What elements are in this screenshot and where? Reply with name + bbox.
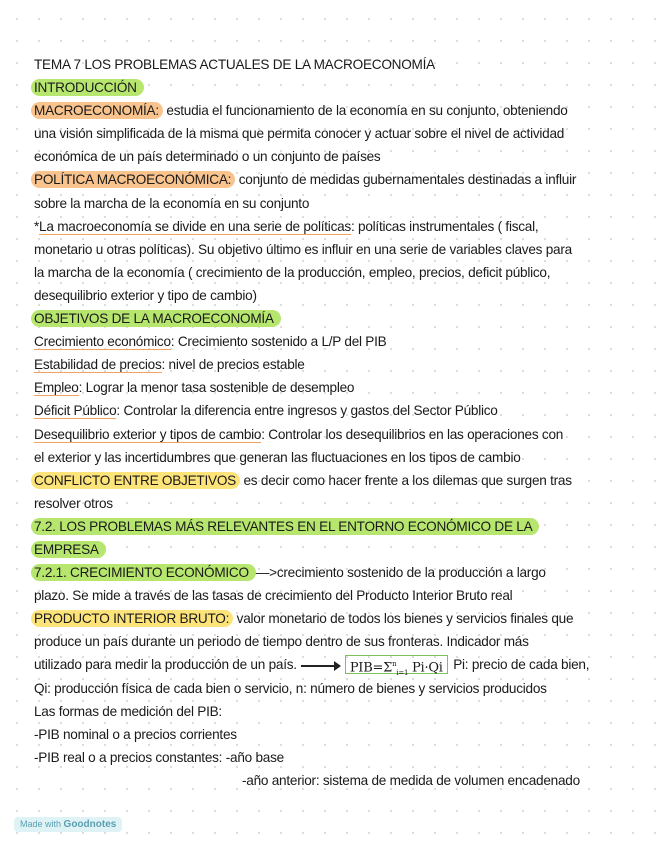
formas-real: -PIB real o a precios constantes: -año base <box>34 749 284 765</box>
objetivo-continuation: el exterior y las incertidumbres que generan las fluctuaciones en los tipos de cambio <box>34 449 521 465</box>
section-72-heading-cont: EMPRESA <box>31 541 106 558</box>
formula-lhs: PIB= <box>349 660 384 676</box>
politica-line-1 <box>34 168 634 191</box>
macro-line-2: una visión simplificada de la misma que permita conocer y actuar sobre el nivel de actividad <box>34 126 565 142</box>
objetivo-term: Desequilibrio exterior y tipos de cambio <box>34 426 262 442</box>
section-721-line-1 <box>34 561 634 584</box>
objetivo-text: : Crecimiento sostenido a L/P del PIB <box>170 334 387 350</box>
conflicto-line-1 <box>34 469 634 492</box>
macro-text-1: estudia el funcionamiento de la economía en su conjunto, obteniendo <box>162 103 568 119</box>
section-72-line-2 <box>34 538 634 561</box>
goodnotes-watermark <box>14 817 122 832</box>
politica-line-2: sobre la marcha de la economía en su conjunto <box>34 195 310 211</box>
politica-term: POLÍTICA MACROECONÓMICA: <box>31 171 235 188</box>
note-line-4: desequilibrio exterior y tipo de cambio) <box>34 287 257 303</box>
objetivo-item <box>34 330 634 353</box>
formas-heading: Las formas de medición del PIB: <box>34 703 222 719</box>
watermark-made-with: Made with <box>20 819 62 829</box>
objetivo-item <box>34 353 634 376</box>
objetivo-item <box>34 399 634 422</box>
pib-line-1 <box>34 607 634 630</box>
objetivos-heading: OBJETIVOS DE LA MACROECONOMÍA <box>31 310 281 327</box>
pib-formula <box>345 655 448 678</box>
pib-text-3-after: Pi: precio de cada bien, <box>449 657 590 673</box>
intro-heading: INTRODUCCIÓN <box>31 79 144 96</box>
objetivo-item <box>34 376 634 399</box>
pib-term: PRODUCTO INTERIOR BRUTO: <box>31 610 233 627</box>
pib-line-2: produce un país durante un periodo de tiempo dentro de sus fronteras. Indicador más <box>34 634 529 650</box>
section-721-text-1: —>crecimiento sostenido de la producción a largo <box>255 565 546 581</box>
note-rest: : políticas instrumentales ( fiscal, <box>350 218 539 234</box>
objetivo-item <box>34 423 634 446</box>
conflicto-term: CONFLICTO ENTRE OBJETIVOS <box>31 472 240 489</box>
macro-line-1 <box>34 99 634 122</box>
objetivo-text: : Lograr la menor tasa sostenible de desempleo <box>78 380 355 396</box>
watermark-brand: Goodnotes <box>63 819 117 830</box>
objetivo-term: Déficit Público <box>34 403 117 419</box>
formas-anterior: -año anterior: sistema de medida de volumen encadenado <box>242 772 580 788</box>
note-star: * <box>34 218 40 234</box>
note-line-1 <box>34 215 634 238</box>
politica-text-1: conjunto de medidas gubernamentales destinadas a influir <box>235 172 577 188</box>
objetivo-text: : Controlar la diferencia entre ingresos y gastos del Sector Público <box>116 403 498 419</box>
formula-term: Pi·Qi <box>408 660 443 676</box>
section-72-heading: 7.2. LOS PROBLEMAS MÁS RELEVANTES EN EL ENTORNO ECONÓMICO DE LA <box>31 518 539 535</box>
objetivos-heading-line <box>34 307 634 330</box>
note-line-2: monetario u otras políticas). Su objetivo último es influir en una serie de variables claves para <box>34 241 572 257</box>
pib-line-3 <box>34 653 634 676</box>
page-title: TEMA 7 LOS PROBLEMAS ACTUALES DE LA MACROECONOMÍA <box>34 57 435 72</box>
formula-sum-sign: Σ <box>383 660 393 676</box>
objetivo-text: : Controlar los desequilibrios en las operaciones con <box>261 426 564 442</box>
formas-nominal: -PIB nominal o a precios corrientes <box>34 726 237 742</box>
macro-term: MACROECONOMÍA: <box>31 102 163 119</box>
section-721-line-2: plazo. Se mide a través de las tasas de crecimiento del Producto Interior Bruto real <box>34 588 513 604</box>
intro-heading-line <box>34 76 634 99</box>
conflicto-line-2: resolver otros <box>34 495 113 511</box>
section-721-heading: 7.2.1. CRECIMIENTO ECONÓMICO <box>31 564 256 581</box>
formula-upper-bound: n <box>392 660 397 669</box>
note-line-3: la marcha de la economía ( crecimiento de la producción, empleo, precios, deficit público, <box>34 264 551 280</box>
objetivo-text: : nivel de precios estable <box>161 357 305 373</box>
objetivo-term: Empleo <box>34 380 79 396</box>
section-72-line-1 <box>34 515 634 538</box>
objetivo-term: Crecimiento económico <box>34 334 171 350</box>
arrow-right-icon <box>301 665 339 667</box>
note-underlined: La macroeconomía se divide en una serie de políticas <box>39 218 351 234</box>
macro-line-3: económica de un país determinado o un conjunto de países <box>34 149 381 165</box>
formula-lower-bound: i=1 <box>396 669 409 678</box>
objetivo-term: Estabilidad de precios <box>34 357 162 373</box>
pib-text-3: utilizado para medir la producción de un país. <box>34 657 297 673</box>
pib-line-4: Qi: producción física de cada bien o servicio, n: número de bienes y servicios producidos <box>34 680 547 696</box>
conflicto-text-1: es decir como hacer frente a los dilemas que surgen tras <box>239 472 572 488</box>
pib-text-1: valor monetario de todos los bienes y servicios finales que <box>233 611 574 627</box>
note-page <box>34 53 634 792</box>
